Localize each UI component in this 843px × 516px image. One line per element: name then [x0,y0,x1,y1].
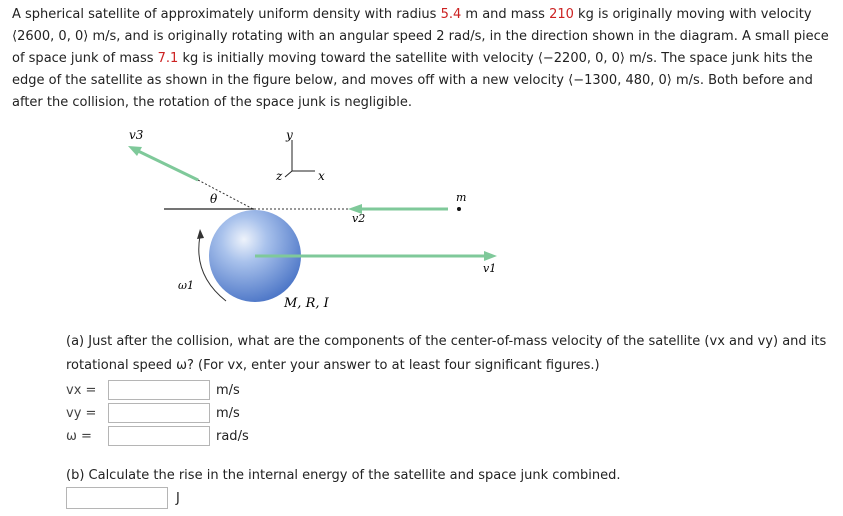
vy-input[interactable] [108,403,210,423]
vx-label: vx = [66,382,97,398]
energy-unit: J [176,490,180,506]
junk-new-velocity: ⟨−1300, 480, 0⟩ [568,73,672,88]
label-y: y [286,128,293,142]
label-MRI: M, R, I [284,296,329,311]
vx-input[interactable] [108,380,210,400]
label-v1: v1 [483,262,497,275]
label-theta: θ [210,192,218,206]
part-b-question: (b) Calculate the rise in the internal energy of the satellite and space junk combined. [66,468,621,483]
energy-input[interactable] [66,487,168,509]
vy-label: vy = [66,405,97,421]
omega-row [66,426,249,446]
omega-unit: rad/s [216,428,249,444]
v1-arrowhead [484,251,497,261]
satellite-mass-value: 210 [549,7,574,22]
vx-row [66,380,240,400]
vy-row [66,403,240,423]
label-v2: v2 [352,212,366,225]
label-x: x [318,169,325,183]
v3-arrow-line [136,150,198,180]
junk-mass-value: 7.1 [157,51,179,66]
label-z: z [276,169,283,183]
problem-statement: A spherical satellite of approximately uniform density with radius 5.4 m and mass 210 kg is originally moving with velocity ⟨2600, 0, 0⟩ m/s, and is originally rotating with an angular speed 2 rad/s, in the direction shown in the diagram. A small piece of space junk of mass 7.1 kg is initially moving toward the satellite with velocity ⟨−2200, 0, 0⟩ m/s. The space junk hits the edge of the satellite as shown in the figure below, and moves off with a new velocity ⟨−1300, 480, 0⟩ m/s. Both before and after the collision, the rotation of the space junk is negligible. [12,7,829,110]
satellite-velocity: ⟨2600, 0, 0⟩ [12,29,89,44]
z-axis [285,171,292,177]
vy-unit: m/s [216,405,240,421]
energy-row [66,487,180,509]
label-m: m [456,191,467,204]
label-omega: ω1 [178,279,194,292]
junk-velocity: ⟨−2200, 0, 0⟩ [537,51,626,66]
omega-label: ω = [66,428,92,444]
part-a-question: (a) Just after the collision, what are the components of the center-of-mass velocity of the satellite (vx and vy) and its rotational speed ω? (For vx, enter your answer to at least four significant figures.) [66,334,827,373]
label-v3: v3 [129,128,144,142]
radius-value: 5.4 [440,7,462,22]
omega-input[interactable] [108,426,210,446]
space-junk-dot [457,207,461,211]
rotation-arrowhead [197,229,204,239]
v3-dotted-path [198,180,253,209]
vx-unit: m/s [216,382,240,398]
